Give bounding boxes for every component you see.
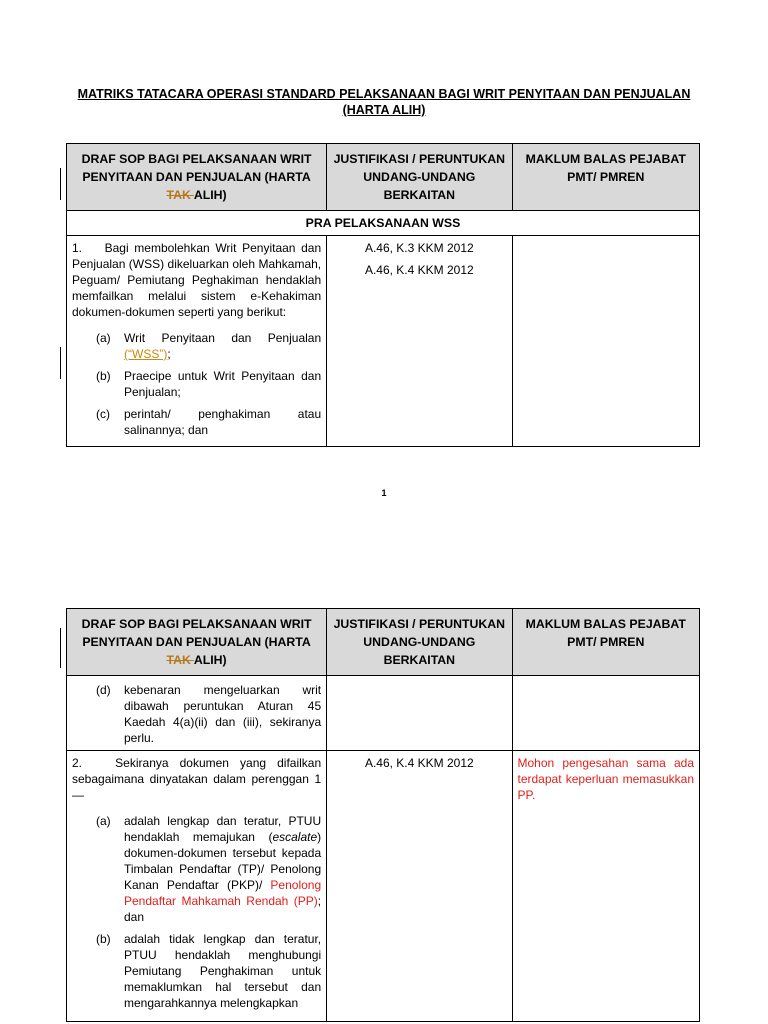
sop-matrix-table-page1 <box>66 143 700 447</box>
sub-item-d-cell <box>67 676 327 751</box>
sop-matrix-table-page2 <box>66 608 700 1022</box>
highlighted-text: Penolong Pendaftar Mahkamah Rendah (PP) <box>124 878 322 908</box>
reference: A.46, K.4 KKM 2012 <box>364 263 474 277</box>
table-row <box>67 751 700 1022</box>
item-2-text: 2. Sekiranya dokumen yang difailkan sebagaimana dinyatakan dalam perenggan 1— <box>72 756 322 802</box>
inserted-text: (“WSS”) <box>124 347 168 361</box>
struck-text: TAK <box>166 653 194 667</box>
item-1-cell <box>67 236 327 447</box>
page-number: 1 <box>381 488 387 498</box>
item-2-cell <box>67 751 327 1022</box>
sub-item-b: (b) adalah tidak lengkap dan teratur, PTUU hendaklah menghubungi Pemiutang Penghakiman untuk memaklumkan hal tersebut dan mengarahkannya melengkapkan <box>96 932 322 1010</box>
header-draf-sop: DRAF SOP BAGI PELAKSANAAN WRIT PENYITAAN DAN PENJUALAN (HARTA TAK ALIH) <box>67 144 327 211</box>
header-draf-sop: DRAF SOP BAGI PELAKSANAAN WRIT PENYITAAN DAN PENJUALAN (HARTA TAK ALIH) <box>67 609 327 676</box>
table-row <box>67 236 700 447</box>
reference: A.46, K.3 KKM 2012 <box>364 241 474 255</box>
empty-cell <box>512 676 700 751</box>
sub-item-c: (c) perintah/ penghakiman atau salinannya; dan <box>96 407 322 437</box>
section-title: PRA PELAKSANAAN WSS <box>67 211 700 236</box>
document-title-line1: MATRIKS TATACARA OPERASI STANDARD PELAKSANAAN BAGI WRIT PENYITAAN DAN PENJUALAN <box>77 87 691 101</box>
table-row <box>67 676 700 751</box>
table-header-row <box>67 609 700 676</box>
item-2-references <box>327 751 512 1022</box>
document-title <box>64 86 704 118</box>
header-maklum-balas: MAKLUM BALAS PEJABAT PMT/ PMREN <box>512 144 700 211</box>
empty-cell <box>327 676 512 751</box>
sub-item-b: (b) Praecipe untuk Writ Penyitaan dan Penjualan; <box>96 369 322 399</box>
revision-bar <box>60 628 61 668</box>
sub-item-a: (a) adalah lengkap dan teratur, PTUU hendaklah memajukan (escalate) dokumen-dokumen tersebut kepada Timbalan Pendaftar (TP)/ Penolong Kanan Pendaftar (PKP)/ Penolong Pendaftar Mahkamah Rendah (PP); dan <box>96 814 322 924</box>
sub-item-a: (a) Writ Penyitaan dan Penjualan (“WSS”); <box>96 331 322 361</box>
header-justifikasi: JUSTIFIKASI / PERUNTUKAN UNDANG-UNDANG BERKAITAN <box>327 144 512 211</box>
sub-item-d: (d) kebenaran mengeluarkan writ dibawah peruntukan Aturan 45 Kaedah 4(a)(ii) dan (iii), sekiranya perlu. <box>96 683 322 745</box>
revision-bar <box>60 347 61 379</box>
table-header-row <box>67 144 700 211</box>
reference: A.46, K.4 KKM 2012 <box>364 756 474 770</box>
feedback-text: Mohon pengesahan sama ada terdapat keperluan memasukkan PP. <box>517 756 694 802</box>
item-2-feedback <box>512 751 700 1022</box>
revision-bar <box>60 168 61 200</box>
item-1-text: 1. Bagi membolehkan Writ Penyitaan dan Penjualan (WSS) dikeluarkan oleh Mahkamah, Peguam/ Pemiutang Peghakiman hendaklah memfailkan melalui sistem e-Kehakiman dokumen-dokumen seperti yang berikut: <box>72 241 322 319</box>
struck-text: TAK <box>166 188 194 202</box>
document-title-line2: (HARTA ALIH) <box>342 103 426 117</box>
header-justifikasi: JUSTIFIKASI / PERUNTUKAN UNDANG-UNDANG BERKAITAN <box>327 609 512 676</box>
item-1-feedback <box>512 236 700 447</box>
header-maklum-balas: MAKLUM BALAS PEJABAT PMT/ PMREN <box>512 609 700 676</box>
item-1-references <box>327 236 512 447</box>
section-row <box>67 211 700 236</box>
